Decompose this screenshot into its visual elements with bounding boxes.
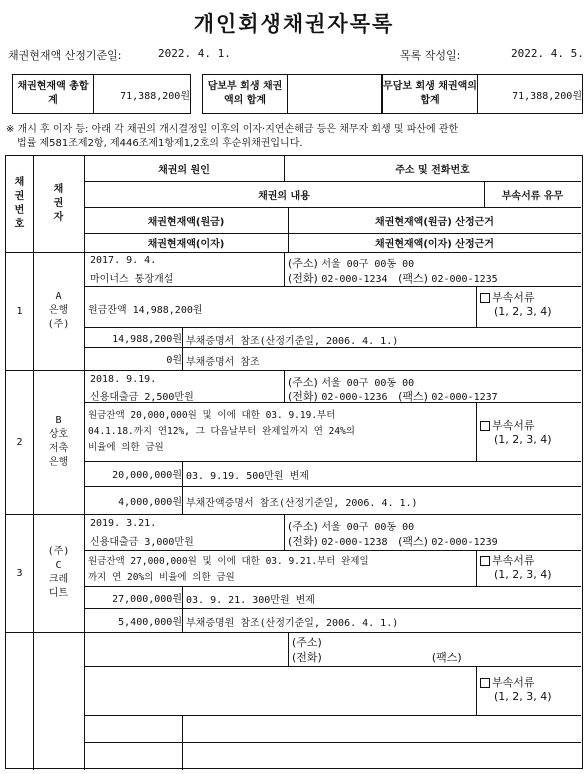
creditor-line: 디트 (48, 588, 69, 599)
row-1-principal: 14,988,200원 (112, 333, 182, 345)
row-2-no (6, 370, 33, 514)
row-3-cause: 신용대출금 3,000만원 (90, 537, 194, 548)
row-1-principal-basis: 부채증명서 참조(산정기준일, 2006. 4. 1.) (186, 336, 399, 347)
unsecured-value: 71,388,200원 (512, 90, 582, 102)
creditor-line: A (55, 291, 62, 302)
address-label: (주소) (288, 376, 318, 389)
header-no-char: 번 (14, 205, 25, 216)
unsecured-summary-box (382, 74, 583, 114)
creditor-line: 은행 (48, 305, 69, 316)
content-line: 원금잔액 20,000,000원 및 이에 대한 03. 9.19.부터 (88, 410, 336, 421)
fax-value: 02-000-1235 (431, 274, 498, 285)
row-2-creditor (33, 370, 84, 514)
header-no-char: 채 (14, 177, 25, 188)
row-3-address (288, 518, 414, 534)
address-value: 서울 00구 00동 00 (321, 378, 415, 389)
row-number: 2 (16, 436, 23, 448)
creditor-line: (주) (47, 546, 70, 557)
fax-label: (팩스) (398, 272, 428, 285)
header-creditor (33, 156, 84, 252)
fax-value: 02-000-1239 (431, 537, 498, 548)
attach-numbers: (1, 2, 3, 4) (494, 433, 552, 446)
row-1-phone (288, 270, 498, 286)
row-1-cause-date: 2017. 9. 4. (90, 255, 157, 266)
attach-checkbox[interactable] (480, 556, 490, 566)
creditor-line: 저축 (48, 443, 69, 454)
row-2-interest: 4,000,000원 (118, 496, 182, 508)
row-3-principal-basis: 03. 9. 21. 300만원 변제 (186, 595, 315, 606)
fax-value: 02-000-1237 (431, 392, 498, 403)
base-date-label: 채권현재액 산정기준일: (8, 49, 122, 62)
row-3-creditor (33, 514, 84, 632)
fax-label: (팩스) (431, 651, 462, 664)
row-3-phone (288, 533, 498, 549)
attach-label: 부속서류 (492, 554, 535, 567)
page-title: 개인회생채권자목록 (193, 12, 395, 36)
made-date-label: 목록 작성일: (400, 49, 461, 62)
header-creditor-char: 채 (53, 184, 64, 195)
row-1-interest: 0원 (166, 355, 182, 366)
secured-summary-box (202, 74, 382, 114)
total-summary-box (12, 74, 191, 114)
attach-label: 부속서류 (492, 676, 535, 689)
address-label: (주소) (288, 257, 318, 270)
header-no-char: 권 (14, 191, 25, 202)
phone-label: (전화) (288, 390, 318, 403)
phone-label: (전화) (288, 272, 318, 285)
content-line: 까지 연 20%의 비율에 의한 금원 (88, 572, 235, 583)
row-1-address (288, 255, 414, 271)
header-principal: 채권현재액(원금) (147, 216, 225, 228)
made-date-value: 2022. 4. 5. (511, 47, 584, 60)
attach-checkbox[interactable] (480, 421, 490, 431)
secured-value (287, 75, 387, 113)
content-line: 원금잔액 27,000,000원 및 이에 대한 03. 9.21.부터 완제일 (88, 556, 369, 567)
header-address: 주소 및 전화번호 (395, 165, 470, 176)
notice-line-1: ※ 개시 후 이자 등: 아래 각 채권의 개시결정일 이후의 이자·지연손해금 등은 채무자 회생 및 파산에 관한 (6, 124, 459, 135)
creditor-table (5, 155, 583, 769)
phone-value: 02-000-1238 (321, 537, 388, 548)
creditor-line: 은행 (48, 457, 69, 468)
creditor-line: C (55, 560, 62, 571)
notice (6, 123, 586, 151)
row-4-phone (292, 649, 462, 665)
row-2-interest-basis: 부채잔액증명서 참조(산정기준일, 2006. 4. 1.) (186, 498, 418, 509)
address-value: 서울 00구 00동 00 (321, 259, 415, 270)
creditor-line: B (55, 415, 62, 426)
address-label: (주소) (288, 520, 318, 533)
row-2-cause: 신용대출금 2,500만원 (90, 392, 194, 403)
header-cause: 채권의 원인 (158, 165, 210, 176)
row-1-attach (480, 291, 552, 319)
header-attach: 부속서류 유무 (501, 190, 564, 202)
row-3-interest-basis: 부채증명원 참조(산정기준일, 2006. 4. 1.) (186, 618, 399, 629)
header-interest: 채권현재액(이자) (147, 239, 225, 250)
notice-line-2: 법률 제581조제2항, 제446조제1항제1,2호의 후순위채권입니다. (17, 138, 303, 149)
attach-numbers: (1, 2, 3, 4) (494, 690, 552, 703)
creditor-line: 크레 (48, 574, 69, 585)
row-1-creditor (33, 252, 84, 370)
address-value: 서울 00구 00동 00 (321, 522, 415, 533)
row-3-interest: 5,400,000원 (118, 616, 182, 628)
header-no (6, 156, 33, 252)
header-no-char: 호 (14, 219, 25, 230)
phone-label: (전화) (288, 535, 318, 548)
attach-checkbox[interactable] (480, 678, 490, 688)
attach-checkbox[interactable] (480, 293, 490, 303)
row-4-attach (480, 676, 552, 704)
creditor-line: 상호 (48, 429, 69, 440)
header-creditor-char: 권 (53, 198, 64, 209)
content-line: 04.1.18.까지 연12%, 그 다음날부터 완제일까지 연 24%의 (88, 426, 355, 437)
creditor-line: (주) (47, 319, 70, 330)
total-label: 채권현재액 총합계 (13, 75, 94, 113)
row-2-principal-basis: 03. 9.19. 500만원 변제 (186, 471, 309, 482)
fax-label: (팩스) (398, 535, 428, 548)
row-3-attach (480, 554, 552, 582)
row-2-attach (480, 419, 552, 447)
row-1-interest-basis: 부채증명서 참조 (186, 357, 260, 368)
row-4-address-label: (주소) (292, 636, 322, 649)
row-3-content (88, 554, 369, 586)
row-1-content: 원금잔액 14,988,200원 (88, 305, 203, 316)
row-1-cause: 마이너스 통장개설 (90, 274, 174, 285)
header-interest-basis: 채권현재액(이자) 산정근거 (375, 239, 494, 250)
row-3-principal: 27,000,000원 (112, 593, 182, 605)
row-number: 3 (16, 567, 23, 579)
total-value: 71,388,200원 (120, 90, 190, 102)
row-3-no (6, 514, 33, 632)
phone-value: 02-000-1234 (321, 274, 388, 285)
unsecured-label: 무담보 회생 채권액의 합계 (383, 75, 478, 113)
secured-label: 담보부 회생 채권액의 합계 (203, 75, 288, 113)
row-number: 1 (16, 305, 23, 317)
fax-label: (팩스) (398, 390, 428, 403)
content-line: 비율에 의한 금원 (88, 442, 164, 453)
base-date-value: 2022. 4. 1. (158, 47, 231, 60)
attach-label: 부속서류 (492, 291, 535, 304)
row-3-cause-date: 2019. 3.21. (90, 518, 157, 529)
row-2-principal: 20,000,000원 (112, 470, 182, 481)
header-content: 채권의 내용 (258, 190, 310, 202)
row-2-cause-date: 2018. 9.19. (90, 374, 157, 385)
row-2-phone (288, 388, 498, 404)
header-principal-basis: 채권현재액(원금) 산정근거 (375, 216, 494, 228)
attach-numbers: (1, 2, 3, 4) (494, 568, 552, 581)
phone-label: (전화) (292, 651, 322, 664)
phone-value: 02-000-1236 (321, 392, 388, 403)
row-1-no (6, 252, 33, 370)
row-2-content (88, 408, 355, 456)
header-creditor-char: 자 (53, 212, 64, 223)
attach-numbers: (1, 2, 3, 4) (494, 305, 552, 318)
attach-label: 부속서류 (492, 419, 535, 432)
